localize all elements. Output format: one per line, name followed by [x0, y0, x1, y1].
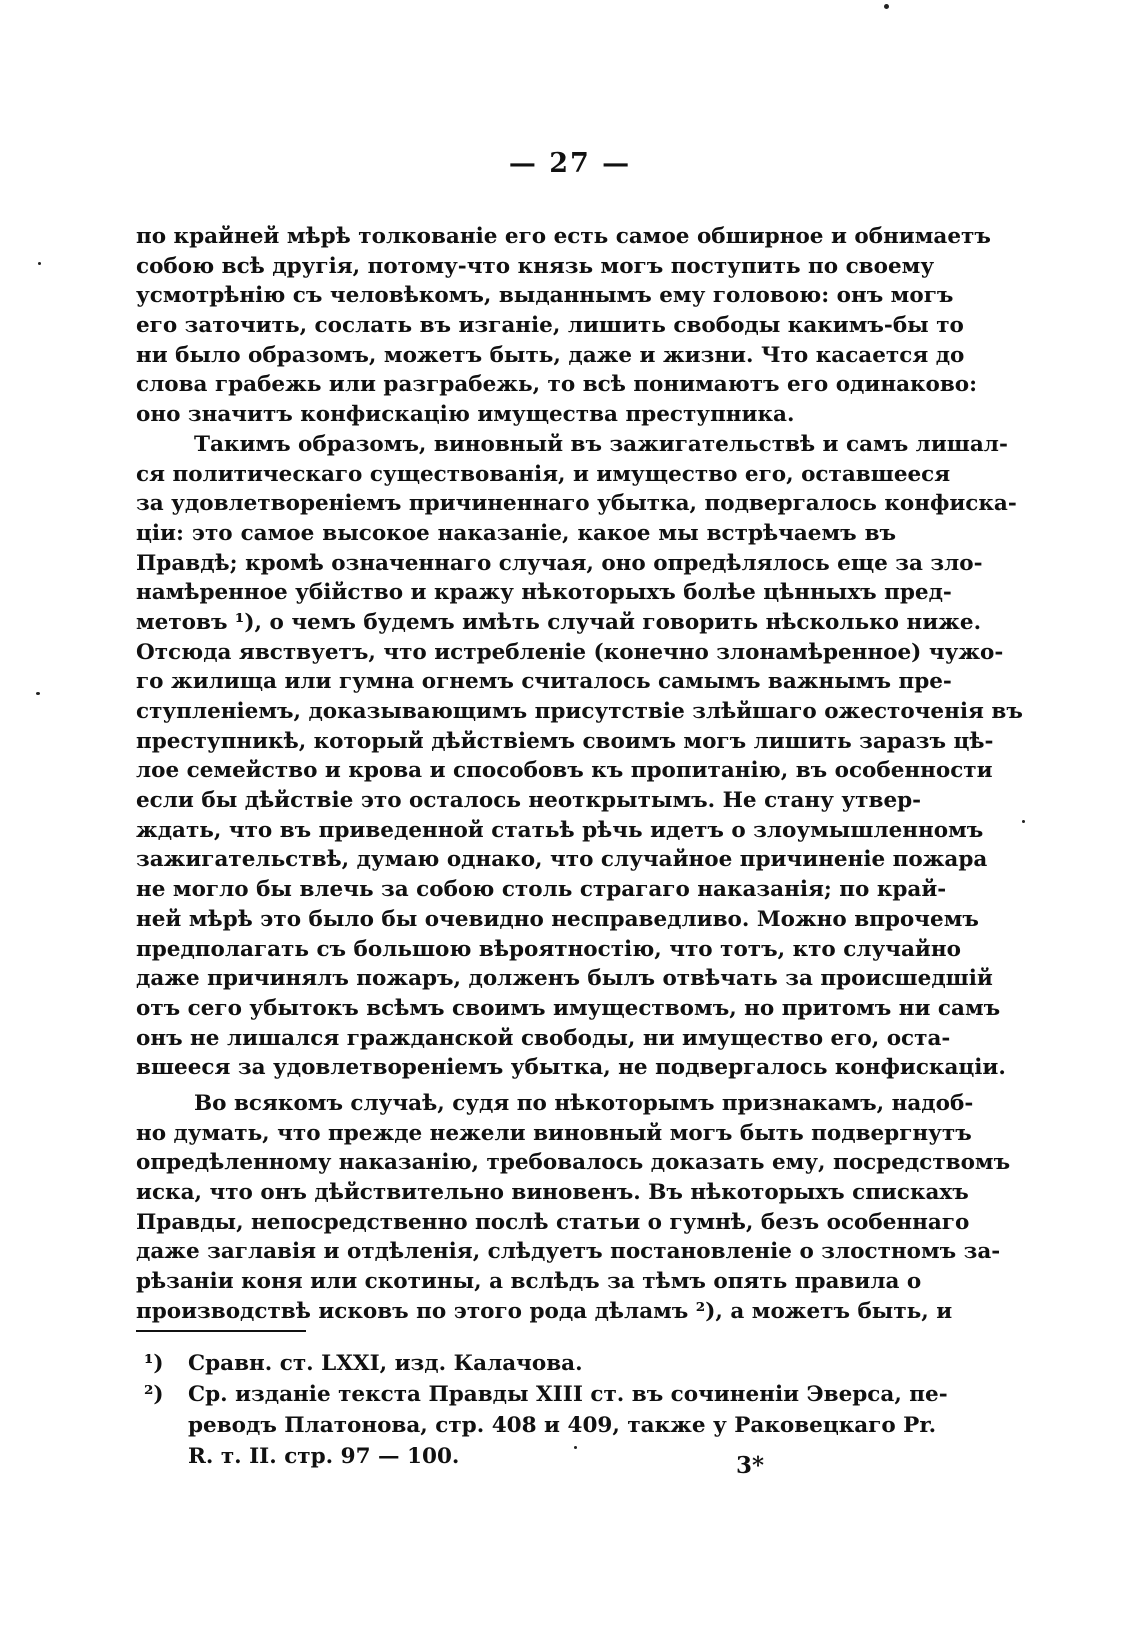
text-line: лое семейство и крова и способовъ къ пропитанію, въ особенности: [136, 758, 993, 784]
text-line: ся политическаго существованія, и имущество его, оставшееся: [136, 461, 951, 487]
footnote-line: Сравн. ст. LXXI, изд. Калачова.: [188, 1351, 583, 1376]
text-line: ней мѣрѣ это было бы очевидно несправедливо. Можно впрочемъ: [136, 906, 979, 932]
scan-speck: [574, 1446, 577, 1449]
text-line: не могло бы влечь за собою столь страгаго наказанія; по край-: [136, 877, 947, 903]
text-line: го жилища или гумна огнемъ считалось самымъ важнымъ пре-: [136, 669, 952, 695]
text-line: собою всѣ другія, потому-что князь могъ поступить по своему: [136, 253, 935, 279]
body-text: [136, 222, 1023, 1326]
text-line: ждать, что въ приведенной статьѣ рѣчь идетъ о злоумышленномъ: [136, 817, 984, 843]
scan-speck: [884, 4, 889, 9]
text-line: усмотрѣнію съ человѣкомъ, выданнымъ ему головою: онъ могъ: [136, 283, 954, 309]
paragraph-start: Во всякомъ случаѣ, судя по нѣкоторымъ признакамъ, надоб-: [194, 1090, 974, 1116]
footnotes: [136, 1348, 948, 1472]
text-line: отъ сего убытокъ всѣмъ своимъ имуществомъ, но притомъ ни самъ: [136, 995, 1001, 1021]
text-line: даже заглавія и отдѣленія, слѣдуетъ постановленіе о злостномъ за-: [136, 1239, 1001, 1265]
text-line: его заточить, сослать въ изганіе, лишить свободы какимъ-бы то: [136, 313, 964, 339]
footnote-1: [136, 1348, 896, 1379]
text-line: намѣренное убійство и кражу нѣкоторыхъ болѣе цѣнныхъ пред-: [136, 580, 952, 606]
footnote-2: [136, 1379, 948, 1472]
text-line: оно значитъ конфискацію имущества преступника.: [136, 402, 795, 428]
text-line: если бы дѣйствіе это осталось неоткрытымъ. Не стану утвер-: [136, 788, 922, 814]
text-line: опредѣленному наказанію, требовалось доказать ему, посредствомъ: [136, 1150, 1011, 1176]
text-line: ни было образомъ, можетъ быть, даже и жизни. Что касается до: [136, 342, 965, 368]
text-line: предполагать съ большою вѣроятностію, что тотъ, кто случайно: [136, 936, 961, 962]
text-line: онъ не лишался гражданской свободы, ни имущество его, оста-: [136, 1025, 951, 1051]
text-line: ступленіемъ, доказывающимъ присутствіе злѣйшаго ожесточенія въ: [136, 699, 1023, 724]
scan-speck: [38, 262, 41, 265]
text-line: по крайней мѣрѣ толкованіе его есть самое обширное и обнимаетъ: [136, 224, 991, 249]
footnote-line: реводъ Платонова, стр. 408 и 409, также у Раковецкаго Pr.: [188, 1413, 937, 1438]
text-line: рѣзаніи коня или скотины, а вслѣдъ за тѣмъ опять правила о: [136, 1269, 922, 1295]
footnote-line: R. т. II. стр. 97 — 100.: [188, 1444, 460, 1469]
text-line: за удовлетвореніемъ причиненнаго убытка, подвергалось конфиска-: [136, 491, 1017, 517]
footnote-line: Ср. изданіе текста Правды XIII ст. въ сочиненіи Эверса, пе-: [188, 1382, 948, 1407]
text-line: преступникѣ, который дѣйствіемъ своимъ могъ лишить заразъ цѣ-: [136, 728, 994, 754]
scan-speck: [36, 692, 40, 695]
text-line: метовъ ¹), о чемъ будемъ имѣть случай говорить нѣсколько ниже.: [136, 609, 982, 635]
text-line: даже причинялъ пожаръ, долженъ былъ отвѣчать за происшедшій: [136, 966, 993, 992]
text-line: слова грабежь или разграбежь, то всѣ понимаютъ его одинаково:: [136, 372, 978, 398]
text-line: но думать, что прежде нежели виновный могъ быть подвергнутъ: [136, 1120, 972, 1146]
text-line: зажигательствѣ, думаю однако, что случайное причиненіе пожара: [136, 847, 988, 873]
paragraph-start: Такимъ образомъ, виновный въ зажигательствѣ и самъ лишал-: [194, 431, 1008, 457]
footnote-marker: ²): [144, 1382, 164, 1407]
signature-mark: 3*: [736, 1452, 765, 1479]
text-line: вшееся за удовлетвореніемъ убытка, не подвергалось конфискаціи.: [136, 1055, 1006, 1081]
text-line: иска, что онъ дѣйствительно виновенъ. Въ нѣкоторыхъ спискахъ: [136, 1180, 969, 1205]
footnote-marker: ¹): [144, 1351, 164, 1376]
page-number: — 27 —: [508, 148, 632, 179]
text-line: ціи: это самое высокое наказаніе, какое мы встрѣчаемъ въ: [136, 520, 896, 546]
text-line: Правдѣ; кромѣ означеннаго случая, оно опредѣлялось еще за зло-: [136, 550, 983, 576]
footnote-divider: [136, 1330, 306, 1332]
text-line: Правды, непосредственно послѣ статьи о гумнѣ, безъ особеннаго: [136, 1209, 970, 1235]
scan-speck: [1022, 820, 1025, 823]
text-line: Отсюда явствуетъ, что истребленіе (конечно злонамѣренное) чужо-: [136, 639, 1004, 665]
text-line: производствѣ исковъ по этого рода дѣламъ ²), а можетъ быть, и: [136, 1298, 953, 1324]
